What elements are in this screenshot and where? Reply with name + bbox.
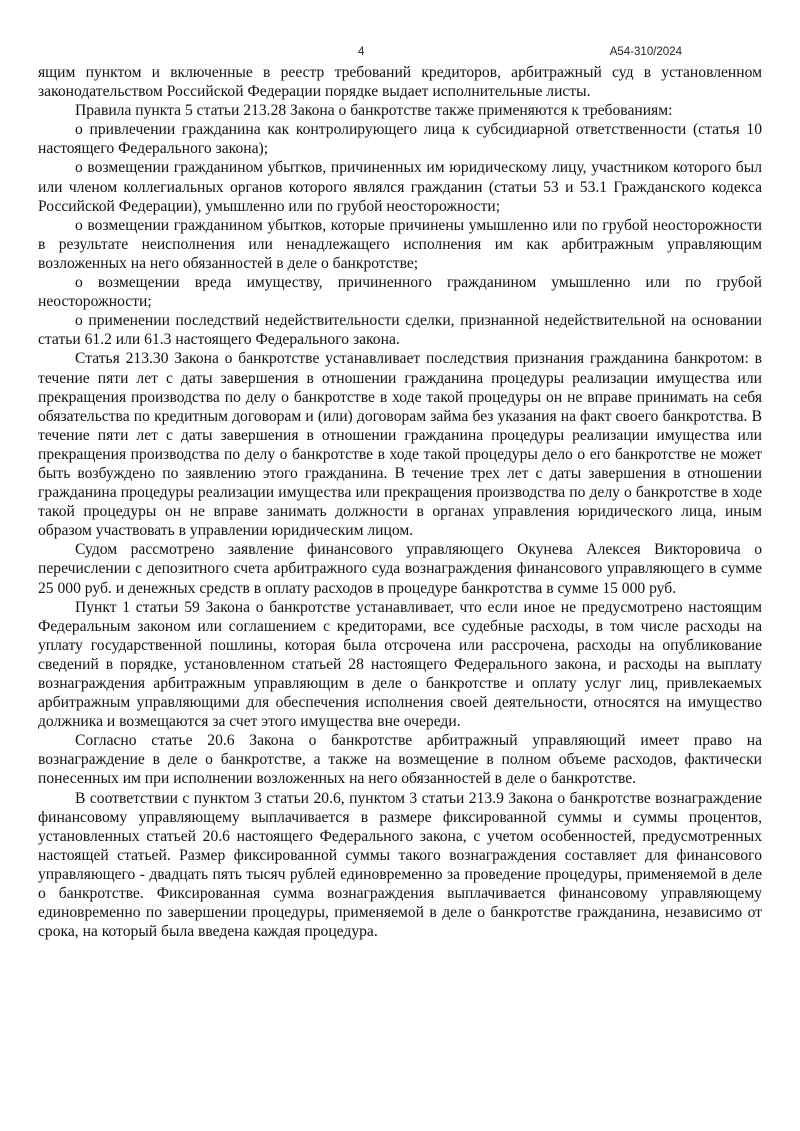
paragraph: В соответствии с пунктом 3 статьи 20.6, пунктом 3 статьи 213.9 Закона о банкротстве вознаграждение финансовому управляющему выплачивается в размере фиксированной суммы и суммы процентов, установленных статьей 20.6 настоящего Федерального закона, с учетом особенностей, предусмотренных настоящей статьей. Размер фиксированной суммы такого вознаграждения составляет для финансового управляющего - двадцать пять тысяч рублей единовременно за проведение процедуры, применяемой в деле о банкротстве. Фиксированная сумма вознаграждения выплачивается финансовому управляющему единовременно по завершении процедуры, применяемой в деле о банкротстве гражданина, независимо от срока, на который была введена каждая процедура. — [38, 789, 762, 941]
paragraph: Судом рассмотрено заявление финансового управляющего Окунева Алексея Викторовича о перечислении с депозитного счета арбитражного суда вознаграждения финансового управляющего в сумме 25 000 руб. и денежных средств в оплату расходов в процедуре банкротства в сумме 15 000 руб. — [38, 541, 762, 597]
case-number: А54-310/2024 — [609, 46, 682, 58]
paragraph: Статья 213.30 Закона о банкротстве устанавливает последствия признания гражданина банкротом: в течение пяти лет с даты завершения в отношении гражданина процедуры реализации имущества или прекращения производства по делу о банкротстве в ходе такой процедуры он не вправе принимать на себя обязательства по кредитным договорам и (или) договорам займа без указания на факт своего банкротства. В течение пяти лет с даты завершения в отношении гражданина процедуры реализации имущества или прекращения производства по делу о банкротстве в ходе такой процедуры дело о его банкротстве не может быть возбуждено по заявлению этого гражданина. В течение трех лет с даты завершения в отношении гражданина процедуры реализации имущества или прекращения производства по делу о банкротстве в ходе такой процедуры он не вправе занимать должности в органах управления юридического лица, иным образом участвовать в управлении юридическим лицом. — [38, 350, 762, 540]
list-item: о возмещении вреда имуществу, причиненного гражданином умышленно или по грубой неосторожности; — [38, 274, 762, 311]
list-item: о возмещении гражданином убытков, причиненных им юридическому лицу, участником которого был или членом коллегиальных органов которого являлся гражданин (статьи 53 и 53.1 Гражданского кодекса Российской Федерации), умышленно или по грубой неосторожности; — [38, 159, 762, 215]
paragraph: Правила пункта 5 статьи 213.28 Закона о банкротстве также применяются к требованиям: — [75, 102, 673, 120]
page-header — [38, 46, 682, 64]
paragraph-continuation: ящим пунктом и включенные в реестр требований кредиторов, арбитражный суд в установленном законодательством Российской Федерации порядке выдает исполнительные листы. — [38, 64, 762, 101]
paragraph: Пункт 1 статьи 59 Закона о банкротстве устанавливает, что если иное не предусмотрено настоящим Федеральным законом или соглашением с кредиторами, все судебные расходы, в том числе расходы на уплату государственной пошлины, которая была отсрочена или рассрочена, расходы на опубликование сведений в порядке, установленном статьей 28 настоящего Федерального закона, и расходы на выплату вознаграждения арбитражным управляющим в деле о банкротстве и оплату услуг лиц, привлекаемых арбитражным управляющими для обеспечения исполнения своей деятельности, относятся на имущество должника и возмещаются за счет этого имущества вне очереди. — [38, 598, 762, 731]
list-item: о возмещении гражданином убытков, которые причинены умышленно или по грубой неосторожности в результате неисполнения или ненадлежащего исполнения им как арбитражным управляющим возложенных на него обязанностей в деле о банкротстве; — [38, 216, 762, 272]
paragraph: Согласно статье 20.6 Закона о банкротстве арбитражный управляющий имеет право на вознаграждение в деле о банкротстве, а также на возмещение в полном объеме расходов, фактически понесенных им при исполнении возложенных на него обязанностей в деле о банкротстве. — [38, 732, 762, 788]
document-body — [38, 63, 762, 941]
page-number: 4 — [358, 46, 365, 58]
list-item: о применении последствий недействительности сделки, признанной недействительной на основании статьи 61.2 или 61.3 настоящего Федерального закона. — [38, 312, 762, 349]
list-item: о привлечении гражданина как контролирующего лица к субсидиарной ответственности (статья 10 настоящего Федерального закона); — [38, 121, 762, 158]
